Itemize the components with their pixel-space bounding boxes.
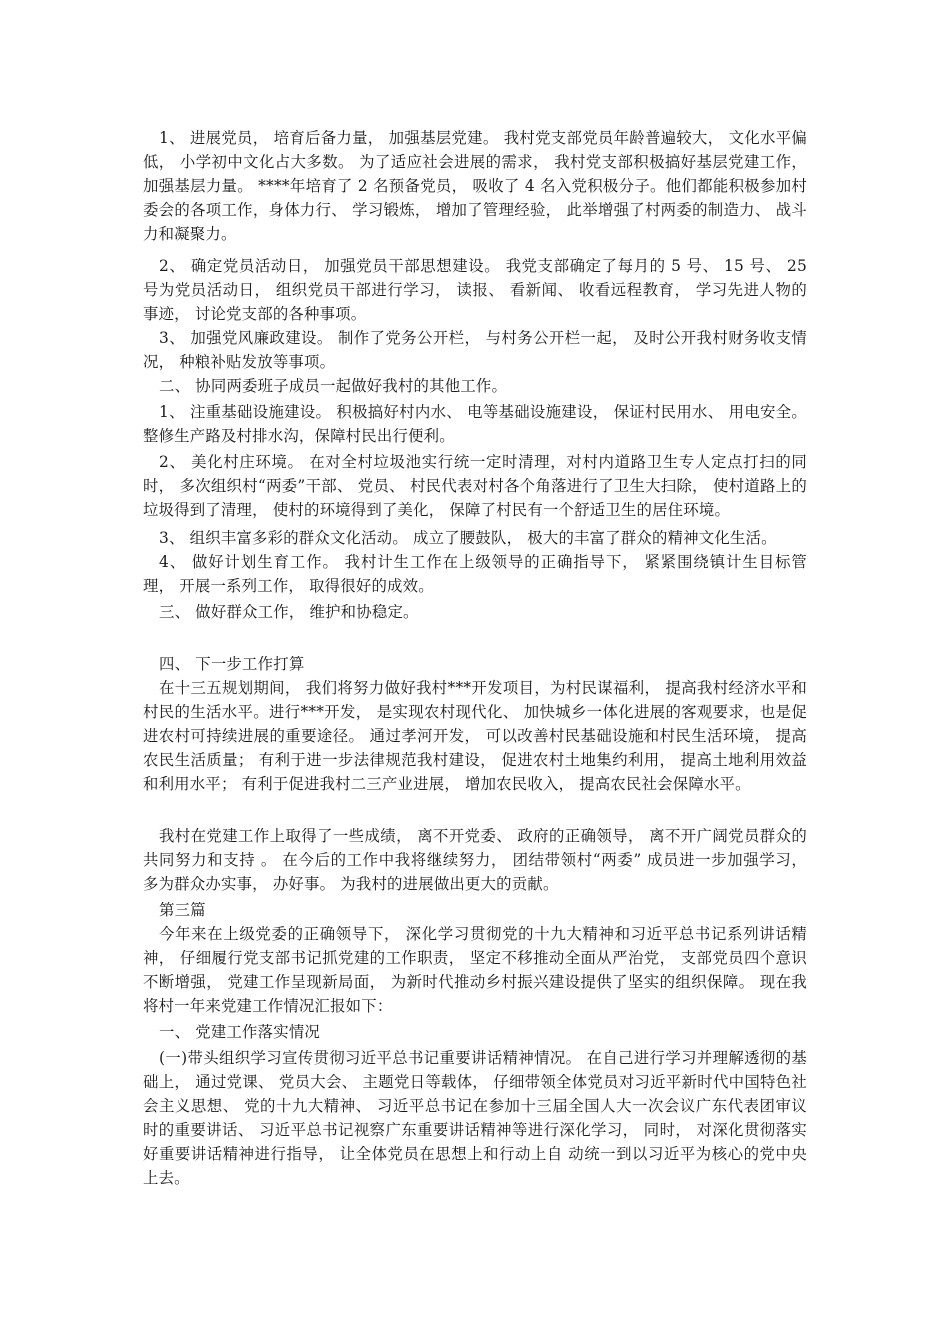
- paragraph-achievements: 我村在党建工作上取得了一些成绩， 离不开党委、 政府的正确领导， 离不开广阔党员群众的共同努力和支持 。 在今后的工作中我将继续努力， 团结带领村“两委” 成员进一步加强学习， 多为群众办实事， 办好事。 为我村的进展做出更大的贡献。: [143, 827, 807, 893]
- section-heading-three: 三、 做好群众工作， 维护和协稳定。: [159, 603, 419, 621]
- paragraph-infrastructure: 1、 注重基础设施建设。 积极搞好村内水、 电等基础设施建设， 保证村民用水、 用电安全。 整修生产路及村排水沟，保障村民出行便利。: [143, 403, 807, 445]
- section-heading-four: 四、 下一步工作打算: [159, 655, 305, 673]
- paragraph-third-intro: 今年来在上级党委的正确领导下， 深化学习贯彻党的十九大精神和习近平总书记系列讲话精神， 仔细履行党支部书记抓党建的工作职责， 坚定不移推动全面从严治党， 支部党员四个意识不断增强， 党建工作呈现新局面， 为新时代推动乡村振兴建设提供了坚实的组织保障。 现在我将村一年来党建工作情况汇报如下：: [143, 925, 807, 1015]
- paragraph-study-speech: (一)带头组织学习宣传贯彻习近平总书记重要讲话精神情况。 在自己进行学习并理解透彻的基础上， 通过党课、 党员大会、 主题党日等载体， 仔细带领全体党员对习近平新时代中国特色社会主义思想、 党的十九大精神、 习近平总书记在参加十三届全国人大一次会议广东代表团审议时的重要讲话、 习近平总书记视察广东重要讲话精神等进行深化学习， 同时， 对深化贯彻落实好重要讲话精神进行指导， 让全体党员在思想上和行动上自 动统一到以习近平为核心的党中央上去。: [143, 1049, 807, 1187]
- paragraph-next-plan: 在十三五规划期间， 我们将努力做好我村***开发项目，为村民谋福利， 提高我村经济水平和村民的生活水平。进行***开发， 是实现农村现代化、 加快城乡一体化进展的客观要求，也是促进农村可持续进展的重要途径。 通过孝河开发， 可以改善村民基础设施和村民生活环境， 提高农民生活质量； 有利于进一步法律规范我村建设， 促进农村土地集约利用， 提高土地利用效益和利用水平； 有利于促进我村二三产业进展， 增加农民收入， 提高农民社会保障水平。: [143, 679, 807, 793]
- section-heading-two: 二、 协同两委班子成员一起做好我村的其他工作。: [159, 377, 508, 395]
- chapter-title: 第三篇: [159, 901, 206, 919]
- paragraph-party-member-development: 1、 进展党员， 培育后备力量， 加强基层党建。 我村党支部党员年龄普遍较大， 文化水平偏低， 小学初中文化占大多数。 为了适应社会进展的需求， 我村党支部积极搞好基层党建工作， 加强基层力量。 ****年培育了 2 名预备党员， 吸收了 4 名入党积极分子。他们都能积极参加村委会的各项工作，身体力行、 学习锻炼， 增加了管理经验， 此举增强了村两委的制造力、 战斗力和凝聚力。: [143, 129, 807, 243]
- paragraph-village-environment: 2、 美化村庄环境。 在对全村垃圾池实行统一定时清理，对村内道路卫生专人定点打扫的同时， 多次组织村“两委”干部、 党员、 村民代表对村各个角落进行了卫生大扫除， 使村道路上的垃圾得到了清理， 使村的环境得到了美化， 保障了村民有一个舒适卫生的居住环境。: [143, 453, 807, 519]
- paragraph-integrity-building: 3、 加强党风廉政建设。 制作了党务公开栏， 与村务公开栏一起， 及时公开我村财务收支情况， 种粮补贴发放等事项。: [143, 329, 807, 371]
- paragraph-cultural-activities: 3、 组织丰富多彩的群众文化活动。 成立了腰鼓队， 极大的丰富了群众的精神文化生活。: [159, 529, 777, 547]
- section-heading-party-work: 一、 党建工作落实情况: [159, 1023, 320, 1041]
- paragraph-party-activity-day: 2、 确定党员活动日， 加强党员干部思想建设。 我党支部确定了每月的 5 号、 15 号、 25 号为党员活动日， 组织党员干部进行学习， 读报、 看新闻、 收看远程教育， 学习先进人物的事迹， 讨论党支部的各种事项。: [143, 257, 807, 323]
- paragraph-family-planning: 4、 做好计划生育工作。 我村计生工作在上级领导的正确指导下， 紧紧围绕镇计生目标管理， 开展一系列工作， 取得很好的成效。: [143, 553, 807, 595]
